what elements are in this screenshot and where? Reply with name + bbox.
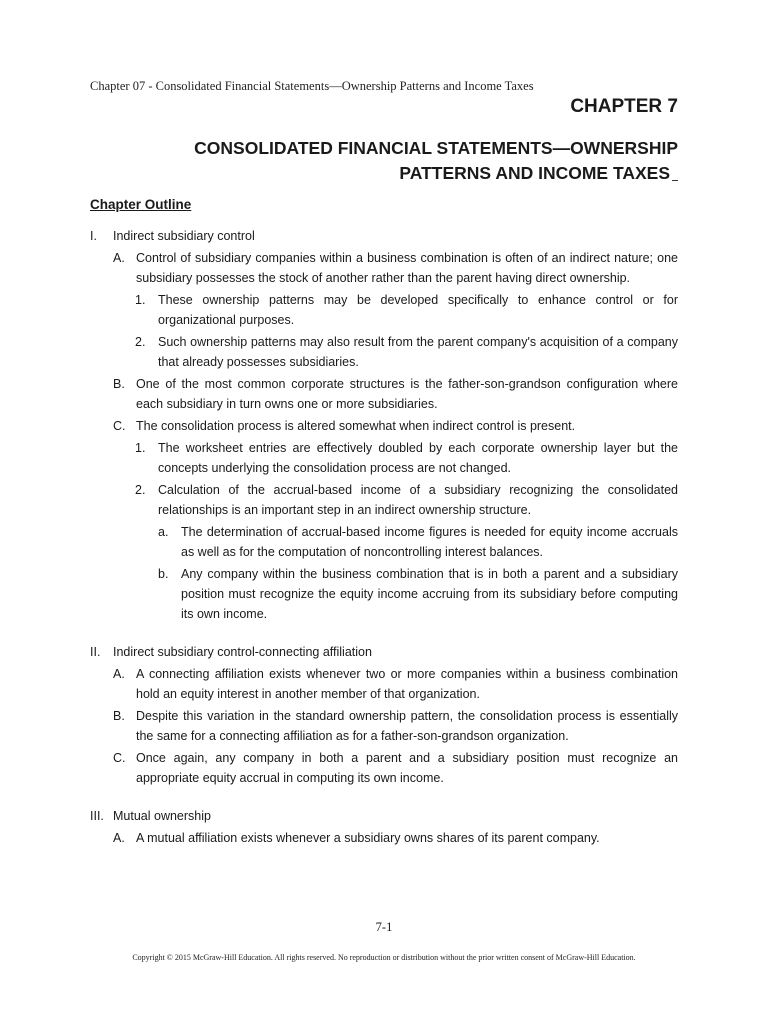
- outline-text: Calculation of the accrual-based income of a subsidiary recognizing the consolidated relationships is an important step in an indirect ownership structure.: [158, 483, 678, 517]
- outline-text: Mutual ownership: [113, 809, 211, 823]
- outline-marker: A.: [113, 251, 125, 265]
- outline-marker: a.: [158, 525, 169, 539]
- chapter-title-line-2: [100, 161, 678, 186]
- outline-text: The worksheet entries are effectively doubled by each corporate ownership layer but the concepts underlying the consolidation process are not changed.: [158, 441, 678, 475]
- outline-marker: b.: [158, 567, 169, 581]
- chapter-title-line-2-text: PATTERNS AND INCOME TAXES: [399, 163, 670, 183]
- outline-marker: 2.: [135, 483, 146, 497]
- chapter-number: CHAPTER 7: [570, 96, 678, 117]
- outline-item: [90, 748, 678, 788]
- outline-marker: I.: [90, 229, 97, 243]
- outline-marker: A.: [113, 667, 125, 681]
- copyright-notice: Copyright © 2015 McGraw-Hill Education. All rights reserved. No reproduction or distribution without the prior written consent of McGraw-Hill Education.: [132, 953, 636, 962]
- outline-text: Control of subsidiary companies within a business combination is often of an indirect nature; one subsidiary possesses the stock of another rather than the parent having direct ownership.: [136, 251, 678, 285]
- outline-item: [90, 522, 678, 562]
- outline-item: [90, 290, 678, 330]
- outline-marker: 2.: [135, 335, 146, 349]
- outline-item: [90, 564, 678, 624]
- outline-text: Despite this variation in the standard ownership pattern, the consolidation process is essentially the same for a connecting affiliation as for a father-son-grandson organization.: [136, 709, 678, 743]
- outline-marker: B.: [113, 377, 125, 391]
- outline-text: The determination of accrual-based income figures is needed for equity income accruals as well as for the computation of noncontrolling interest balances.: [181, 525, 678, 559]
- outline-item: [90, 438, 678, 478]
- chapter-title: [100, 136, 678, 186]
- outline-text: A connecting affiliation exists whenever two or more companies within a business combination hold an equity interest in another member of that organization.: [136, 667, 678, 701]
- outline-item: [90, 416, 678, 436]
- outline-marker: III.: [90, 809, 104, 823]
- outline-item: [90, 828, 678, 848]
- outline-section: [90, 226, 678, 246]
- outline-text: A mutual affiliation exists whenever a subsidiary owns shares of its parent company.: [136, 831, 600, 845]
- outline-heading: Chapter Outline: [90, 197, 192, 212]
- outline-marker: 1.: [135, 293, 146, 307]
- chapter-title-line-1: CONSOLIDATED FINANCIAL STATEMENTS—OWNERSHIP: [194, 138, 678, 158]
- outline-marker: II.: [90, 645, 101, 659]
- outline-marker: B.: [113, 709, 125, 723]
- running-header: Chapter 07 - Consolidated Financial Statements—Ownership Patterns and Income Taxes: [90, 79, 534, 93]
- outline-text: Any company within the business combination that is in both a parent and a subsidiary position must recognize the equity income accruing from its subsidiary before computing its own income.: [181, 567, 678, 621]
- outline-text: Once again, any company in both a parent and a subsidiary position must recognize an appropriate equity accrual in computing its own income.: [136, 751, 678, 785]
- outline-text: One of the most common corporate structures is the father-son-grandson configuration where each subsidiary in turn owns one or more subsidiaries.: [136, 377, 678, 411]
- outline-marker: 1.: [135, 441, 146, 455]
- chapter-outline: [90, 226, 678, 848]
- outline-text: Such ownership patterns may also result from the parent company's acquisition of a company that already possesses subsidiaries.: [158, 335, 678, 369]
- outline-item: [90, 374, 678, 414]
- outline-item: [90, 248, 678, 288]
- outline-section: [90, 642, 678, 662]
- outline-text: Indirect subsidiary control: [113, 229, 255, 243]
- page-number: 7-1: [375, 920, 393, 934]
- outline-item: [90, 706, 678, 746]
- outline-text: The consolidation process is altered somewhat when indirect control is present.: [136, 419, 576, 433]
- outline-text: These ownership patterns may be developed specifically to enhance control or for organizational purposes.: [158, 293, 678, 327]
- outline-section: [90, 806, 678, 826]
- outline-text: Indirect subsidiary control-connecting affiliation: [113, 645, 372, 659]
- outline-item: [90, 332, 678, 372]
- outline-marker: A.: [113, 831, 125, 845]
- outline-marker: C.: [113, 419, 126, 433]
- outline-item: [90, 480, 678, 520]
- title-underline-mark: [672, 180, 678, 181]
- outline-item: [90, 664, 678, 704]
- outline-marker: C.: [113, 751, 126, 765]
